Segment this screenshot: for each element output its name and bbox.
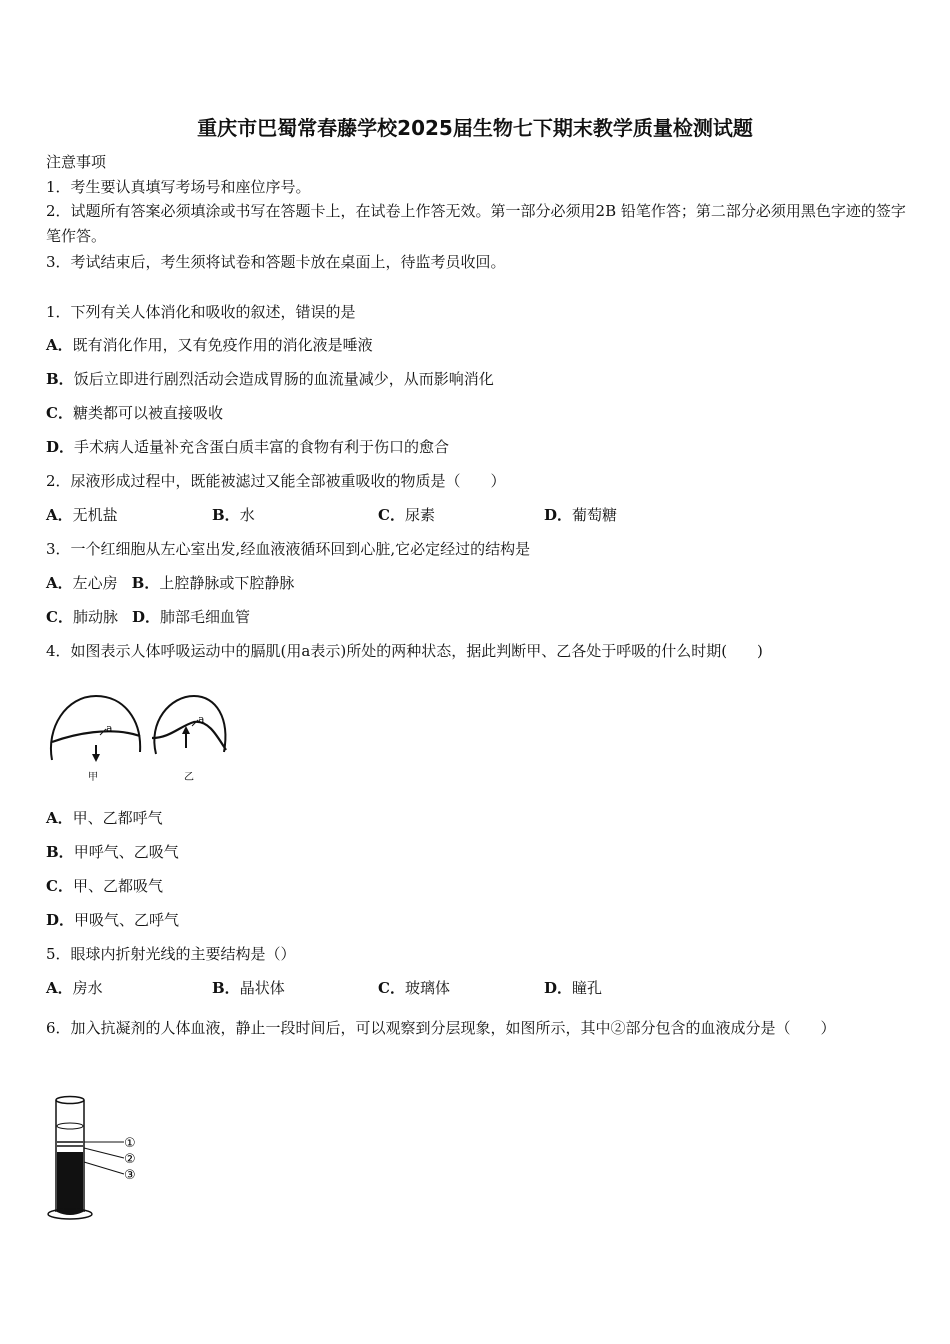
option	[46, 977, 212, 998]
figure-label-a: a	[106, 722, 113, 735]
option-row	[46, 572, 294, 593]
option-letter: B．	[46, 843, 74, 861]
option-letter: A．	[46, 506, 73, 524]
option-text: 手术病人适量补充含蛋白质丰富的食物有利于伤口的愈合	[74, 438, 450, 456]
page-title: 重庆市巴蜀常春藤学校2025届生物七下期末教学质量检测试题	[197, 116, 753, 140]
option-row	[46, 504, 710, 525]
option-letter: B．	[212, 506, 240, 524]
diaphragm-figure	[44, 690, 234, 782]
figure-label-left: 甲	[88, 772, 98, 782]
option-letter: D．	[131, 608, 160, 626]
option-text: 尿素	[404, 506, 435, 524]
option-text: 水	[239, 506, 255, 524]
option-text: 糖类都可以被直接吸收	[72, 404, 223, 422]
layer-label-1: ①	[124, 1136, 136, 1151]
option-letter: A．	[46, 809, 73, 827]
option	[378, 504, 544, 525]
option	[46, 909, 179, 930]
option-letter: C．	[378, 979, 405, 997]
option-letter: B．	[212, 979, 240, 997]
option-text: 葡萄糖	[572, 506, 618, 524]
option-letter: C．	[46, 608, 73, 626]
figure-label-a: a	[198, 713, 205, 726]
option-letter: C．	[378, 506, 405, 524]
option-letter: A．	[46, 574, 73, 592]
option-row	[46, 606, 250, 627]
option-letter: D．	[544, 506, 573, 524]
layer-label-3: ③	[124, 1168, 136, 1183]
option-row	[46, 977, 710, 998]
option-text: 甲呼气、乙吸气	[73, 843, 179, 861]
question-stem: 5．眼球内折射光线的主要结构是（）	[46, 945, 296, 963]
option	[378, 977, 544, 998]
option	[544, 504, 710, 525]
option-letter: B．	[46, 370, 74, 388]
option-text: 甲吸气、乙呼气	[74, 911, 180, 929]
option-text: 肺部毛细血管	[159, 608, 250, 626]
option-text: 无机盐	[72, 506, 118, 524]
option	[46, 841, 179, 862]
question-stem: 1．下列有关人体消化和吸收的叙述，错误的是	[46, 303, 356, 321]
option-text: 肺动脉	[72, 608, 118, 626]
question-stem: 3．一个红细胞从左心室出发,经血液液循环回到心脏,它必定经过的结构是	[46, 540, 531, 558]
option	[46, 875, 163, 896]
option-text: 瞳孔	[572, 979, 603, 997]
blood-tube-figure	[44, 1090, 154, 1224]
option	[46, 807, 163, 828]
option-text: 上腔静脉或下腔静脉	[159, 574, 295, 592]
option-letter: B．	[131, 574, 160, 592]
notice-item: 3．考试结束后，考生须将试卷和答题卡放在桌面上，待监考员收回。	[46, 253, 506, 271]
option-letter: C．	[46, 404, 73, 422]
option-text: 甲、乙都呼气	[72, 809, 163, 827]
notice-heading: 注意事项	[46, 153, 107, 171]
option-text: 左心房	[72, 574, 118, 592]
option-text: 玻璃体	[404, 979, 450, 997]
option-letter: A．	[46, 336, 73, 354]
option-text: 既有消化作用，又有免疫作用的消化液是唾液	[72, 336, 373, 354]
option-text: 晶状体	[239, 979, 285, 997]
option	[46, 504, 212, 525]
option-letter: A．	[46, 979, 73, 997]
notice-item: 1．考生要认真填写考场号和座位序号。	[46, 178, 311, 196]
option-letter: D．	[46, 911, 75, 929]
option	[46, 368, 494, 389]
figure-label-right: 乙	[184, 772, 194, 782]
option-letter: D．	[46, 438, 75, 456]
notice-item: 2．试题所有答案必须填涂或书写在答题卡上，在试卷上作答无效。第一部分必须用2B 铅笔作答；第二部分必须用黑色字迹的签字笔作答。	[46, 202, 906, 245]
option-letter: C．	[46, 877, 73, 895]
option	[46, 402, 223, 423]
question-stem: 4．如图表示人体呼吸运动中的膈肌(用a表示)所处的两种状态，据此判断甲、乙各处于呼吸的什么时期( )	[46, 642, 763, 660]
question-stem: 6．加入抗凝剂的人体血液，静止一段时间后，可以观察到分层现象，如图所示，其中②部分包含的血液成分是（ ）	[46, 1019, 836, 1037]
question-stem: 2．尿液形成过程中，既能被滤过又能全部被重吸收的物质是（ ）	[46, 472, 506, 490]
option-text: 房水	[72, 979, 103, 997]
option-letter: D．	[544, 979, 573, 997]
option	[212, 977, 378, 998]
option-text: 甲、乙都吸气	[72, 877, 163, 895]
option-text: 饭后立即进行剧烈活动会造成胃肠的血流量减少，从而影响消化	[73, 370, 494, 388]
option	[46, 334, 373, 355]
option	[212, 504, 378, 525]
option	[544, 977, 710, 998]
option	[46, 436, 449, 457]
layer-label-2: ②	[124, 1152, 136, 1167]
